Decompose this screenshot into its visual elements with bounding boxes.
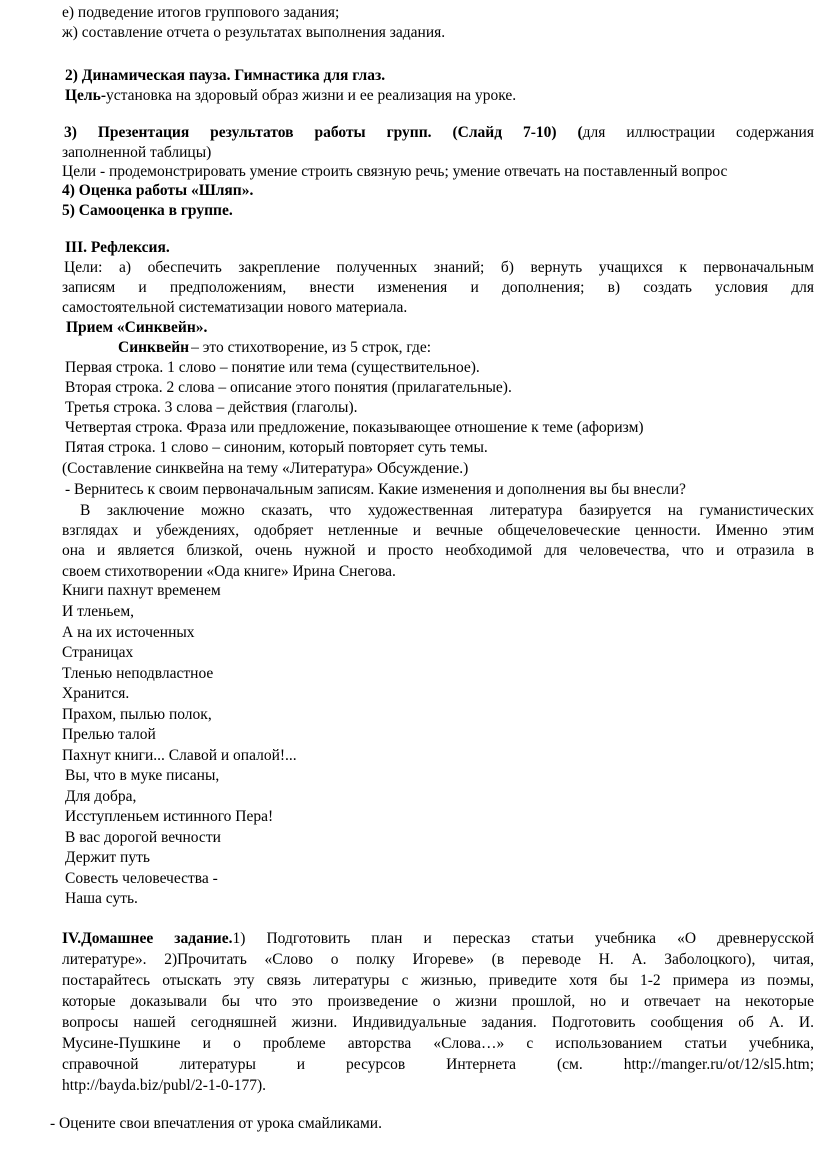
homework-line-2: литературе». 2)Прочитать «Слово о полку Игореве» (в переводе Н. А. Заболоцкого), читая, — [62, 951, 814, 968]
poem-line-11: Для добра, — [65, 788, 137, 805]
poem-line-16: Наша суть. — [65, 890, 138, 907]
intro-item-zh: ж) составление отчета о результатах выполнения задания. — [62, 24, 446, 41]
homework-line-1 — [62, 929, 814, 948]
intro-item-e: е) подведение итогов группового задания; — [62, 4, 340, 21]
homework-line-7: справочной литературы и ресурсов Интернета (см. http://manger.ru/ot/12/sl5.htm; — [62, 1056, 814, 1073]
section3-item4: 4) Оценка работы «Шляп». — [62, 182, 254, 199]
sinkwine-line-1: Первая строка. 1 слово – понятие или тема (существительное). — [65, 359, 480, 376]
poem-line-15: Совесть человечества - — [65, 870, 218, 887]
conclusion-line-4: своем стихотворении «Ода книге» Ирина Снегова. — [62, 563, 396, 580]
closing-line: - Оцените свои впечатления от урока смайликами. — [50, 1115, 382, 1132]
conclusion-line-3: она и является близкой, очень нужной и просто необходимой для человечества, что и отразила в — [62, 542, 814, 559]
poem-line-8: Прелью талой — [62, 726, 156, 743]
section3-heading-rest: для иллюстрации содержания — [582, 124, 814, 141]
poem-line-13: В вас дорогой вечности — [65, 829, 221, 846]
sinkwine-term: Синквейн — [118, 339, 190, 356]
homework-heading: IV.Домашнее задание. — [62, 930, 233, 947]
poem-line-12: Исступленьем истинного Пера! — [65, 808, 274, 825]
poem-line-6: Хранится. — [62, 685, 130, 702]
sinkwine-line-2: Вторая строка. 2 слова – описание этого понятия (прилагательные). — [65, 379, 512, 396]
reflection-goals-line2: записям и предположениям, внести изменения и дополнения; в) создать условия для — [62, 279, 814, 296]
reflection-heading: III. Рефлексия. — [65, 239, 170, 256]
poem-line-7: Прахом, пылью полок, — [62, 706, 212, 723]
method-heading: Прием «Синквейн». — [66, 319, 208, 336]
section2-goal-label: Цель- — [65, 87, 106, 104]
conclusion-line-1: В заключение можно сказать, что художественная литература базируется на гуманистических — [80, 502, 814, 519]
poem-line-3: А на их источенных — [62, 624, 195, 641]
reflection-question: - Вернитесь к своим первоначальным записям. Какие изменения и дополнения вы бы внесли? — [65, 481, 686, 498]
conclusion-line-2: взглядах и убеждениях, одобряет нетленные и вечные общечеловеческие ценности. Именно этим — [62, 522, 814, 539]
homework-line1-rest: 1) Подготовить план и пересказ статьи учебника «О древнерусской — [232, 930, 814, 947]
poem-line-10: Вы, что в муке писаны, — [65, 767, 220, 784]
poem-line-2: И тленьем, — [62, 603, 134, 620]
section3-heading-cont: заполненной таблицы) — [62, 144, 212, 161]
section3-heading — [64, 123, 814, 142]
poem-line-14: Держит путь — [65, 849, 150, 866]
section3-goals: Цели - продемонстрировать умение строить связную речь; умение отвечать на поставленный вопрос — [62, 163, 728, 180]
homework-line-6: Мусине-Пушкине и о проблеме авторства «Слова…» с использованием статьи учебника, — [62, 1035, 814, 1052]
section3-heading-bold: 3) Презентация результатов работы групп. (Слайд 7-10) ( — [64, 124, 583, 141]
poem-line-1: Книги пахнут временем — [62, 582, 221, 599]
reflection-goals-line3: самостоятельной систематизации нового материала. — [62, 299, 408, 316]
reflection-goals-line1: Цели: а) обеспечить закрепление полученных знаний; б) вернуть учащихся к первоначальным — [64, 259, 814, 276]
homework-line-3: постарайтесь отыскать эту связь литературы с жизнью, приведите хотя бы 1-2 примера из поэмы, — [62, 972, 814, 989]
sinkwine-definition — [118, 338, 431, 357]
sinkwine-def-text: – это стихотворение, из 5 строк, где: — [191, 339, 432, 356]
section2-heading: 2) Динамическая пауза. Гимнастика для глаз. — [65, 67, 386, 84]
section3-item5: 5) Самооценка в группе. — [62, 202, 233, 219]
sinkwine-line-3: Третья строка. 3 слова – действия (глаголы). — [65, 399, 358, 416]
sinkwine-line-5: Пятая строка. 1 слово – синоним, который повторяет суть темы. — [65, 439, 488, 456]
poem-line-4: Страницах — [62, 644, 134, 661]
sinkwine-line-4: Четвертая строка. Фраза или предложение, показывающее отношение к теме (афоризм) — [65, 419, 644, 436]
poem-line-9: Пахнут книги... Славой и опалой!... — [62, 747, 297, 764]
homework-line-4: которые доказывали бы что это произведение о жизни прошлой, но и отвечает на некоторые — [62, 993, 814, 1010]
homework-line-8: http://bayda.biz/publ/2-1-0-177). — [62, 1077, 267, 1094]
section2-goal — [65, 86, 516, 105]
section2-goal-text: установка на здоровый образ жизни и ее реализация на уроке. — [106, 87, 517, 104]
poem-line-5: Тленью неподвластное — [62, 665, 214, 682]
homework-line-5: вопросы нашей сегодняшней жизни. Индивидуальные задания. Подготовить сообщения об А. И. — [62, 1014, 814, 1031]
sinkwine-composition: (Составление синквейна на тему «Литература» Обсуждение.) — [62, 460, 469, 477]
